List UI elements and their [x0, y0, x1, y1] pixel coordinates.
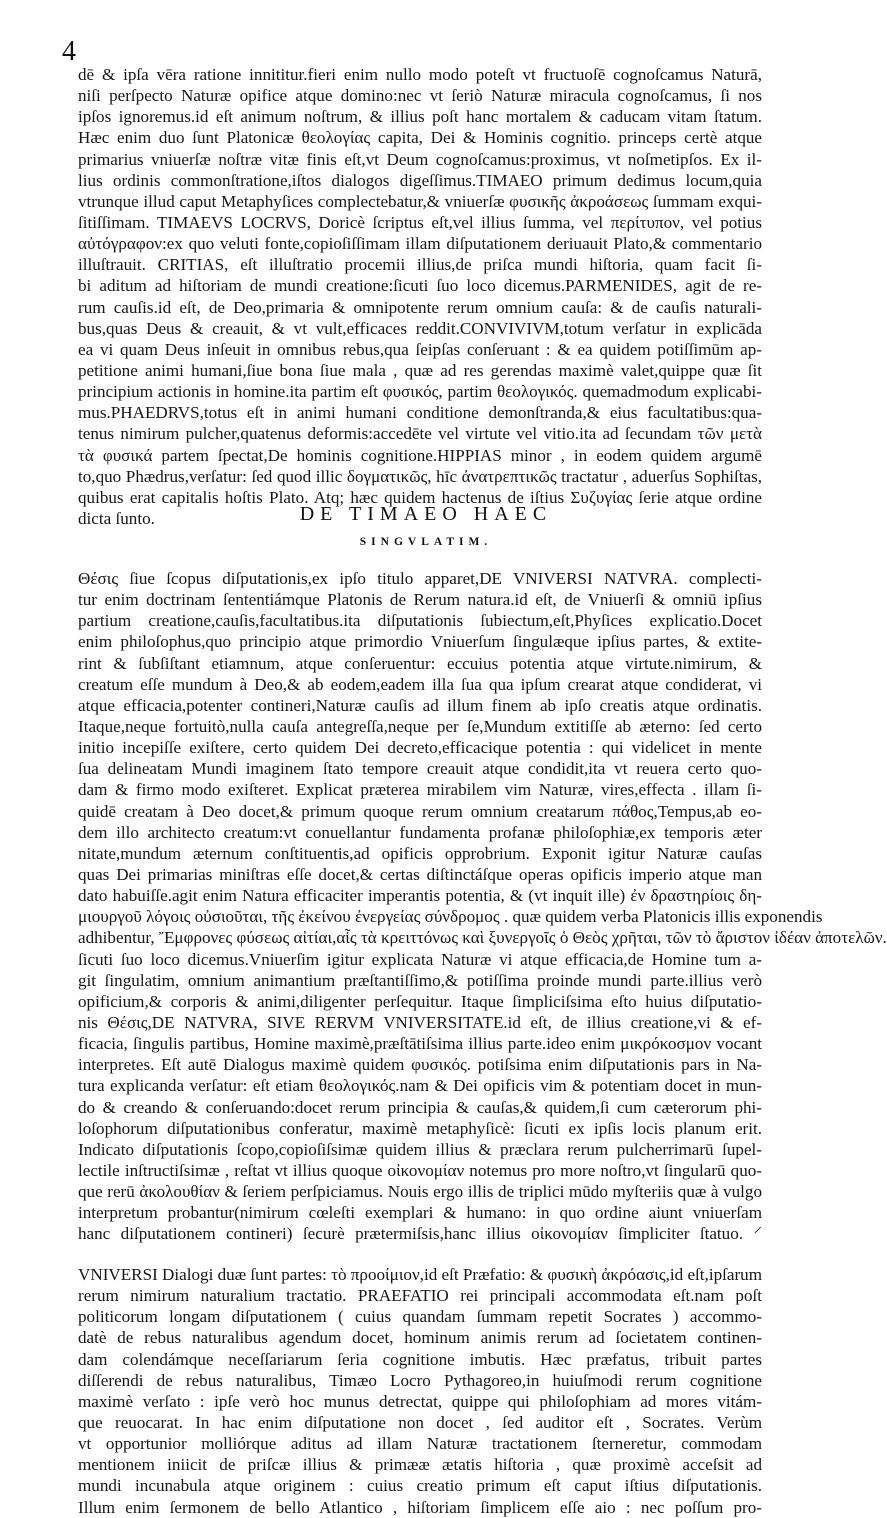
text-line: bi aditum ad hiſtoriam de mundi creatione:ſicuti ſuo loco dicemus.PARMENIDES, agit de re- — [78, 276, 762, 296]
text-line: rerum nimirum naturalium tractatio. PRAEFATIO rei principali accommodata eſt.nam poſt — [78, 1286, 762, 1306]
paragraph-main — [78, 568, 887, 1245]
text-line: ſua delineatam Mundi imaginem ſtato tempore creauit atque condidit,ita vt reuera certo quo- — [78, 759, 762, 779]
text-line: dē & ipſa vēra ratione innititur.fieri enim nullo modo poteſt vt fructuoſē cognoſcamus Naturā, — [78, 65, 762, 84]
text-line: bus,quas Deus & creauit, & vt vult,efficaces reddit.CONVIVIVM,totum verſatur in explicāda — [78, 318, 762, 338]
text-line: principium actionis in homine.ita partim eſt φυσικός, partim θεολογικός. quemadmodum explicabi- — [78, 382, 762, 402]
section-subheading: SINGVLATIM. — [359, 536, 493, 548]
text-line: vtrunque illud caput Metaphyſices complectebatur,& vniuerſæ φυσικῆς ἀκροάσεως ſummam exqui- — [78, 191, 762, 211]
text-line: ficacia, ſingulis partibus, Homine maximè,præſtātiſsima illius parte.ideo enim μικρόκοσμον vocant — [78, 1034, 762, 1054]
text-line: partium creatione,cauſis,facultatibus.ita diſputationis ſubiectum,eſt,Phyſices explicatio.Docet — [78, 611, 762, 631]
text-line: dato habuiſſe.agit enim Natura efficaciter imperantis potentia, & (vt inquit ille) ἐν δραστηρίοις δη- — [78, 886, 762, 906]
text-line: dicta ſunto. — [78, 508, 155, 528]
text-line: hanc diſputationem contineri) ſecurè prætermiſsis,hanc illius οἰκονομίαν ſimpliciter ſtatuo. ⸍ — [78, 1224, 762, 1244]
text-line: Itaque,neque fortuitò,nulla cauſa antegreſſa,neque per ſe,Mundum extitiſſe ab æterno: ſed certo — [78, 716, 762, 736]
text-line: tura explicanda verſatur: eſt etiam θεολογικός.nam & Dei opificis vim & potentiam docet in mun- — [78, 1076, 762, 1096]
text-line: tur enim doctrinam ſententiámque Platonis de Rerum natura.id eſt, de Vniuerſi & omniū ipſius — [78, 590, 762, 610]
text-line: Illum enim ſermonem de bello Atlantico , hiſtoriam ſimplicem eſſe aio : nec poſſum pro- — [78, 1497, 762, 1517]
text-line: Θέσις ſiue ſcopus diſputationis,ex ipſo titulo apparet,DE VNIVERSI NATVRA. complecti- — [78, 569, 762, 588]
text-line: τὰ φυσικά partem ſpectat,De hominis cognitione.HIPPIAS minor , in eodem quidem argumē — [78, 445, 762, 465]
text-line: dem illo architecto creatum:vt conuellantur fundamenta profanæ philoſophiæ,ex temporis æter — [78, 822, 762, 842]
text-line: αὐτόγραφον:ex quo veluti fonte,copioſiſſimam illam diſputationem deriuauit Plato,& commentario — [78, 234, 762, 254]
text-line: quas Dei primarias miniſtras eſſe docet,& certas diſtinctáſque operas opificis imperio atque man — [78, 864, 762, 884]
text-line: maximè verſato : ipſe verò hoc munus detrectat, quippe qui philoſophiam ad mores vitám- — [78, 1391, 762, 1411]
text-line: illuſtrauit. CRITIAS, eſt illuſtratio procemii illius,de priſca mundi hiſtoria, quam facit ſi- — [78, 255, 762, 275]
text-line: que reuocarat. In hac enim diſputatione non docet , ſed auditor eſt , Socrates. Verùm — [78, 1412, 762, 1432]
text-line: dam & firmo modo exiſteret. Explicat præterea mirabilem vim Naturæ, vires,effecta . illam ſi- — [78, 780, 762, 800]
text-line: lectile inſtructiſsimæ , reſtat vt illius quoque οἰκονομίαν notemus pro more noſtro,vt ſingularū quo- — [78, 1160, 762, 1180]
text-line: que rerū ἀκολουθίαν & ſeriem perſpiciamus. Nouis ergo illis de triplici mūdo myſteriis quæ à vulgo — [78, 1182, 762, 1202]
text-line: ipſos ignoremus.id eſt animum noſtrum, & illius poſt hanc mortalem & caducam vitam ſtatum. — [78, 107, 762, 127]
text-line: mus.PHAEDRVS,totus eſt in animi humani conditione demonſtranda,& eius facultatibus:qua- — [78, 403, 762, 423]
text-line: Indicato diſputationis ſcopo,copioſiſsimæ quidem illius & præclara rerum pulcherrimarū ſupel- — [78, 1139, 762, 1159]
text-line: ſitiſſimam. TIMAEVS LOCRVS, Doricè ſcriptus eſt,vel illius ſumma, vel περίτυπον, vel potius — [78, 212, 762, 232]
text-line: ea vi quam Deus inſeuit in omnibus rebus,qua ſeipſas conſeruant : & ea quidem potiſſimūm ap- — [78, 339, 762, 359]
text-line: petitione animi humani,ſiue bona ſiue mala , quæ ad res gerendas maximè valet,quippe quæ ſit — [78, 360, 762, 380]
text-line: dam colendámque neceſſariarum ſeria cognitione imbutis. Hæc præfatus, tribuit partes — [78, 1349, 762, 1369]
text-line: creatum eſſe mundum à Deo,& ab eodem,eadem illa ſua qua ipſum crearat atque condiderat, vi — [78, 674, 762, 694]
text-line: μιουργοῦ λόγοις οὐσιοῦται, τῆς ἐκείνου ἐνεργείας σύνδρομος . quæ quidem verba Platonicis illis exponendis — [78, 907, 823, 927]
text-line: adhibentur, Ἔμφρονες φύσεως αἰτίαι,αἷς τὰ κρειττόνως καὶ ξυνεργοῖς ὁ Θεὸς χρῆται, τῶν τὸ ἄριστον ἰδέαν ἀποτελῶν. — [78, 928, 887, 948]
section-heading: DE TIMAEO HAEC — [299, 503, 553, 525]
text-line: nitate,mundum æternum conſtituentis,ad opificis opprobrium. Exponit igitur Naturæ cauſas — [78, 843, 762, 863]
text-line: primarius vniuerſæ noſtræ vitæ finis eſt,vt Deum cognoſcamus:proximus, vt noſmetipſos. Ex il- — [78, 149, 762, 169]
text-line: Hæc enim duo ſunt Platonicæ θεολογίας capita, Dei & Hominis cognitio. princeps certè atque — [78, 128, 762, 148]
text-line: mundi incunabula atque originem : cuius creatio primum eſt caput iſtius diſputationis. — [78, 1476, 762, 1496]
text-line: politicorum longam diſputationem ( cuius quandam ſummam repetit Socrates ) accommo- — [78, 1307, 762, 1327]
text-line: mentionem iniicit de priſcæ illius & primææ ætatis hiſtoria , quæ proximè acceſsit ad — [78, 1455, 762, 1475]
text-line: VNIVERSI Dialogi duæ ſunt partes: τὸ προοίμιον,id eſt Præfatio: & φυσικὴ ἀκρόασις,id eſt,ipſarum — [78, 1265, 762, 1284]
text-line: quibus erat capitalis hoſtis Plato. Atq; hæc quidem hactenus de iſtius Συζυγίας ſerie atque ordine — [78, 487, 762, 507]
paragraph-top — [78, 64, 762, 529]
text-line: enim philoſophus,quo principio atque primordio Vniuerſum ſingulæque ipſius partes, & extite- — [78, 632, 762, 652]
text-line: opificium,& corporis & animi,diligenter perſequitur. Itaque ſimpliciſsima eſto huius diſputatio- — [78, 991, 762, 1011]
text-line: loſophorum diſputationibus conferatur, maximè metaphyſicè: ſicuti ex ipſis locis planum erit. — [78, 1118, 762, 1138]
page-number: 4 — [62, 36, 76, 67]
text-line: git ſingulatim, omnium animantium præſtantiſſimo,& potiſſima proinde mundi parte.illius verò — [78, 970, 762, 990]
text-line: datè de rebus naturalibus agendum docet, hominum animis rerum ad ſocietatem continen- — [78, 1328, 762, 1348]
text-line: interpretes. Eſt autē Dialogus maximè quidem φυσικός. potiſsima enim diſputationis pars in Na- — [78, 1055, 762, 1075]
text-line: to,quo Phædrus,verſatur: ſed quod illic δογματικῶς, hīc ἀνατρεπτικῶς tractatur , aduerſus Sophiſtas, — [78, 466, 762, 486]
text-line: niſi perſpecto Naturæ opifice atque domino:nec vt ſeriò Naturæ miracula cognoſcamus, ſi nos — [78, 86, 762, 106]
text-line: ſicuti ſuo loco dicemus.Vniuerſim igitur explicata Naturæ vi atque efficacia,de Homine tum a- — [78, 949, 762, 969]
text-line: do & creando & conſeruando:docet rerum principia & cauſas,& quidem,ſi cum cæterorum phi- — [78, 1097, 762, 1117]
text-line: tenus nimirum pulcher,quatenus deformis:accedēte vel virtute vel vitio.ita ad ſecundam τῶν μετὰ — [78, 424, 762, 444]
paragraph-bottom — [78, 1264, 762, 1517]
text-line: quidē creatam à Deo docet,& primum quoque rerum omnium creatarum πάθος,Tempus,ab eo- — [78, 801, 762, 821]
text-line: rint & ſubſiſtant etiamnum, atque conſeruentur: eccuius potentia atque virtute.nimirum, & — [78, 653, 762, 673]
text-line: lius ordinis commonſtratione,iſtos dialogos digeſſimus.TIMAEO primum dedimus locum,quia — [78, 170, 762, 190]
text-line: nis Θέσις,DE NATVRA, SIVE RERVM VNIVERSITATE.id eſt, de illius creatione,vi & ef- — [78, 1012, 762, 1032]
text-line: atque efficacia,potenter contineri,Naturæ cauſis ad illum finem ab ipſo creatis atque ordinatis. — [78, 695, 762, 715]
text-line: initio incepiſſe exiſtere, certo quidem Dei decreto,efficacique potentia : qui videlicet in mente — [78, 738, 762, 758]
text-line: vt opportunior molliórque aditus ad illam Naturæ tractationem ſterneretur, commodam — [78, 1434, 762, 1454]
text-line: diſſerendi de rebus naturalibus, Timæo Locro Pythagoreo,in huiuſmodi rerum cognitione — [78, 1370, 762, 1390]
text-line: interpretum probantur(nimirum cœleſti exemplari & humano: in quo ordine aiunt vniuerſam — [78, 1203, 762, 1223]
text-line: rum cauſis.id eſt, de Deo,primaria & omnipotente rerum omnium cauſa: & de cauſis naturali- — [78, 297, 762, 317]
